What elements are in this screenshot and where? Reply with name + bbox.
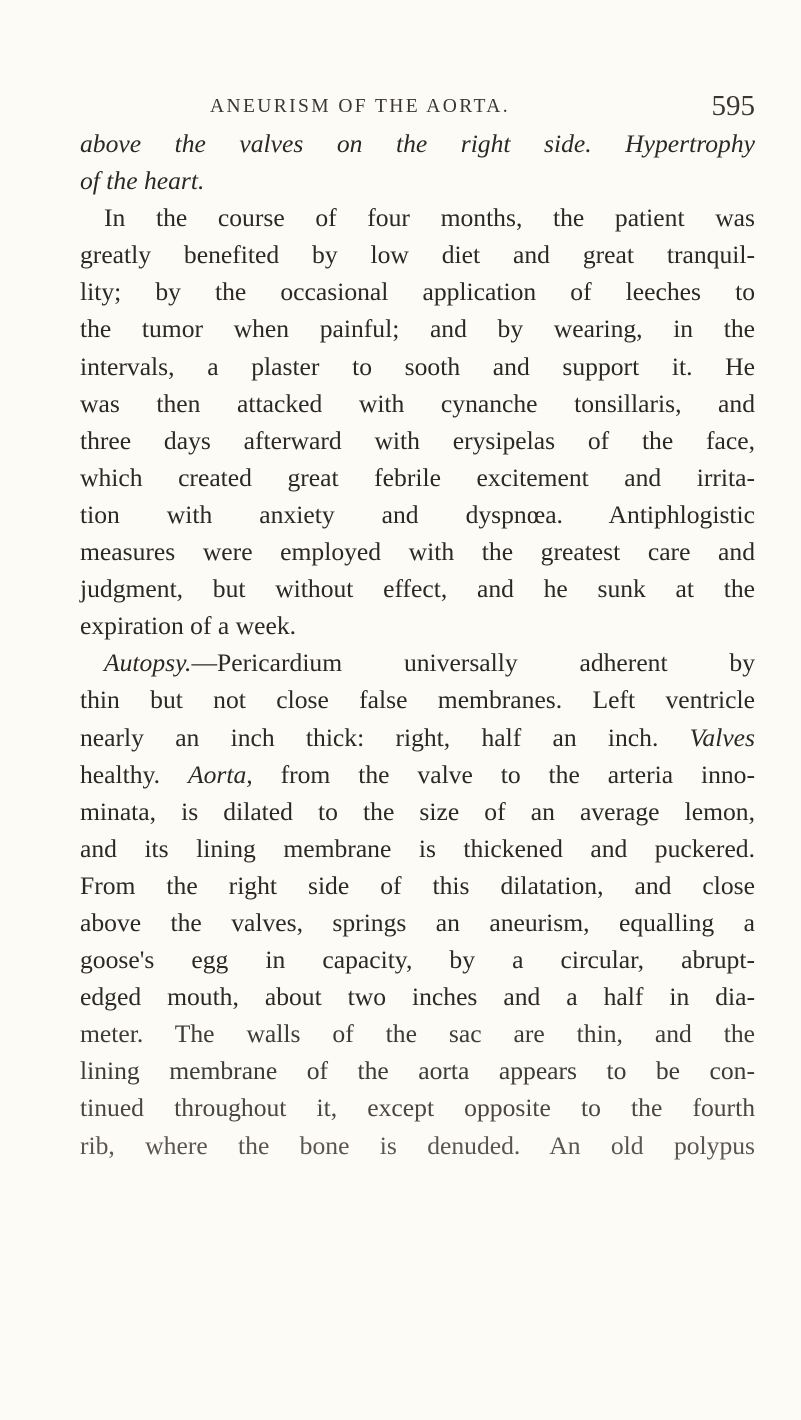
text-line: thin but not close false membranes. Left ventricle bbox=[80, 685, 755, 715]
text-line: above the valves, springs an aneurism, equalling a bbox=[80, 907, 755, 937]
text-line: tion with anxiety and dyspnœa. Antiphlogistic bbox=[80, 499, 755, 529]
running-head bbox=[80, 90, 755, 126]
text-line: judgment, but without effect, and he sunk at the bbox=[80, 574, 755, 604]
body-text bbox=[80, 125, 755, 1164]
text-line: three days afterward with erysipelas of the face, bbox=[80, 425, 755, 455]
text-line: rib, where the bone is denuded. An old polypus bbox=[80, 1130, 755, 1160]
paragraph-start-line bbox=[80, 644, 755, 681]
text-line: was then attacked with cynanche tonsillaris, and bbox=[80, 388, 755, 418]
text-line: lity; by the occasional application of leeches to bbox=[80, 277, 755, 307]
line-text: healthy. bbox=[80, 759, 161, 789]
text-line: intervals, a plaster to sooth and support it. He bbox=[80, 351, 755, 381]
text-line: the tumor when painful; and by wearing, in the bbox=[80, 314, 755, 344]
text-line: greatly benefited by low diet and great tranquil- bbox=[80, 240, 755, 270]
text-line bbox=[80, 719, 755, 756]
text-line: meter. The walls of the sac are thin, and the bbox=[80, 1019, 755, 1049]
text-line: From the right side of this dilatation, and close bbox=[80, 870, 755, 900]
text-line bbox=[80, 756, 755, 793]
text-line: minata, is dilated to the size of an average lemon, bbox=[80, 796, 755, 826]
text-line: and its lining membrane is thickened and puckered. bbox=[80, 833, 755, 863]
text-line: tinued throughout it, except opposite to the fourth bbox=[80, 1093, 755, 1123]
text-line: which created great febrile excitement and irrita- bbox=[80, 462, 755, 492]
text-line: measures were employed with the greatest care and bbox=[80, 537, 755, 567]
line-text: —Pericardium universally adherent by bbox=[191, 648, 755, 678]
line-text: nearly an inch thick: right, half an inch. bbox=[80, 722, 659, 752]
text-line: edged mouth, about two inches and a half in dia- bbox=[80, 982, 755, 1012]
italic-phrase: Aorta, bbox=[187, 759, 253, 789]
text-line: goose's egg in capacity, by a circular, abrupt- bbox=[80, 945, 755, 975]
line-text: from the valve to the arteria inno- bbox=[280, 759, 755, 789]
page-number: 595 bbox=[711, 90, 755, 122]
italic-phrase: Valves bbox=[689, 722, 755, 752]
paragraph-start-line: In the course of four months, the patient was bbox=[104, 203, 755, 233]
italic-phrase: of the heart. bbox=[80, 166, 205, 196]
text-line bbox=[80, 162, 755, 199]
running-title: ANEURISM OF THE AORTA. bbox=[210, 96, 510, 117]
text-line bbox=[80, 125, 755, 162]
italic-heading: Autopsy. bbox=[104, 648, 192, 678]
text-line: lining membrane of the aorta appears to be con- bbox=[80, 1056, 755, 1086]
text-line: expiration of a week. bbox=[80, 611, 297, 641]
italic-phrase: above the valves on the right side. Hypertrophy bbox=[80, 129, 755, 158]
